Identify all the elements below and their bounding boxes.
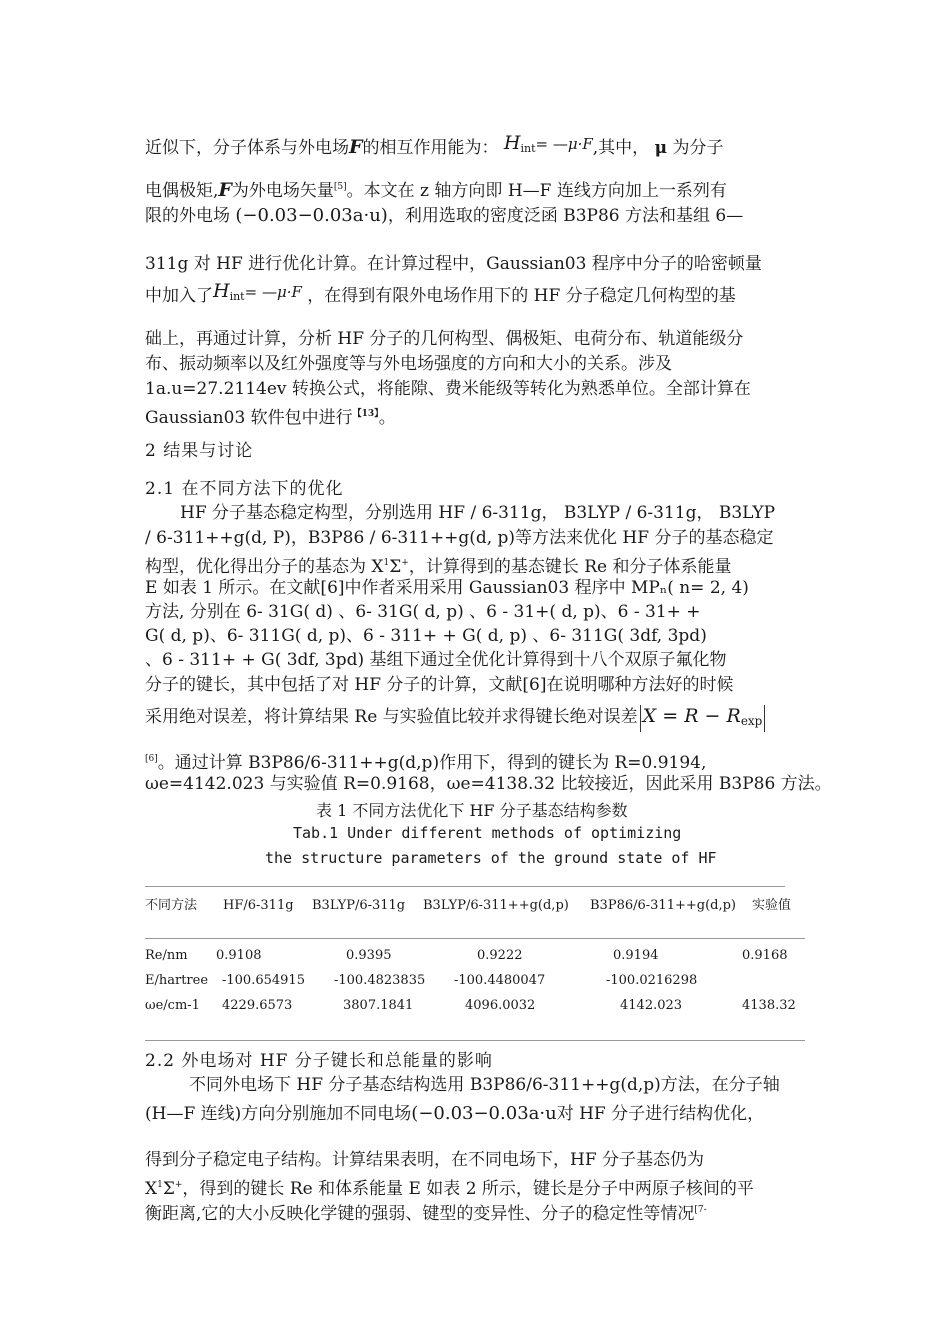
text: ，计算得到的基态键长 Re 和分子体系能量: [408, 557, 732, 577]
symbol-mu: μ: [654, 138, 668, 158]
symbol-H: H: [213, 280, 230, 302]
superscript: 1: [383, 558, 390, 568]
table-header-cell: B3LYP/6-311++g(d,p): [423, 898, 569, 913]
para1-line-9: [145, 403, 396, 429]
citation: [7-: [694, 1205, 707, 1215]
table-header-cell: HF/6-311g: [223, 898, 294, 913]
sec21-line-6: G( d, p)、6- 311G( d, p)、6 - 311+ + G( d, p) 、6- 311G( 3df, 3pd): [145, 626, 707, 646]
text: 衡距离,它的大小反映化学键的强弱、键型的变异性、分子的稳定性等情况: [145, 1204, 695, 1224]
table-cell: 4096.0032: [465, 998, 536, 1013]
text: 对 HF 分子进行结构优化，: [556, 1104, 765, 1124]
table-mid-rule: [145, 938, 805, 939]
para1-line-2: [145, 176, 727, 202]
table-header-cell: 不同方法: [145, 898, 198, 913]
formula: X = R − R: [642, 705, 741, 727]
para1-line-3: [145, 205, 743, 227]
table-cell: 0.9108: [216, 948, 262, 963]
sec21-line-10: [145, 748, 706, 774]
formula-rhs: = —μ·F: [535, 135, 593, 153]
text: 。本文在 z 轴方向即 H—F 连线方向加上一系列有: [346, 181, 727, 201]
para1-line-5: [145, 280, 736, 312]
symbol-F: F: [218, 179, 232, 201]
sec22-line-1: 不同外电场下 HF 分子基态结构选用 B3P86/6-311++g(d,p)方法，在分子轴: [189, 1075, 780, 1095]
sec21-line-9: [145, 705, 765, 732]
symbol-sigma: Σ: [162, 1179, 175, 1199]
table-cell: ωe/cm-1: [145, 998, 200, 1013]
text: X: [145, 1179, 158, 1199]
table-cell: 4229.6573: [222, 998, 293, 1013]
text: ，利用选取的密度泛函 B3P86 方法和基组 6—: [387, 206, 744, 226]
table-1-caption-en-1: Tab.1 Under different methods of optimizing: [293, 824, 682, 842]
table-cell: Re/nm: [145, 948, 188, 963]
sec21-line-1: HF 分子基态稳定构型，分别选用 HF / 6-311g， B3LYP / 6-311g， B3LYP: [180, 503, 776, 523]
text: ，得到的键长 Re 和体系能量 E 如表 2 所示，键长是分子中两原子核间的平: [182, 1179, 754, 1199]
symbol-H: H: [503, 132, 521, 154]
citation: 【13】: [352, 409, 379, 419]
field-range-formula: (−0.03−0.03a·u): [235, 205, 388, 226]
hamiltonian-formula: [504, 132, 593, 154]
table-cell: E/hartree: [145, 973, 209, 988]
text: 的相互作用能为：: [362, 138, 499, 158]
text: ，在得到有限外电场作用下的 HF 分子稳定几何构型的基: [307, 286, 736, 306]
subscript: int: [229, 290, 245, 303]
table-1-caption-en-2: the structure parameters of the ground state of HF: [265, 849, 717, 867]
sec21-line-8: 分子的键长，其中包括了对 HF 分子的计算，文献[6]在说明哪种方法好的时候: [145, 675, 734, 695]
sec21-line-11: ωe=4142.023 与实验值 R=0.9168，ωe=4138.32 比较接近，因此采用 B3P86 方法。: [145, 774, 832, 794]
table-header-cell: B3P86/6-311++g(d,p): [590, 898, 736, 913]
citation: [6]: [145, 754, 158, 764]
text: ,其中，: [592, 138, 650, 158]
hamiltonian-formula: [213, 280, 302, 302]
table-cell: 0.9395: [346, 948, 392, 963]
text: 限的外电场: [145, 206, 230, 226]
table-cell: -100.4823835: [334, 973, 426, 988]
sec21-line-5: 方法, 分别在 6- 31G( d) 、6- 31G( d, p) 、6 - 31+( d, p)、6 - 31+ +: [145, 602, 701, 622]
sec22-line-4: [145, 1174, 754, 1200]
text: 采用绝对误差，将计算结果 Re 与实验值比较并求得键长绝对误差: [145, 707, 638, 727]
superscript: +: [401, 558, 409, 568]
table-cell: -100.4480047: [454, 973, 546, 988]
text: Gaussian03 软件包中进行: [145, 408, 353, 428]
subscript: exp: [740, 714, 763, 728]
table-header-cell: B3LYP/6-311g: [312, 898, 406, 913]
table-cell: 0.9194: [613, 948, 659, 963]
section-2-1-heading: 2.1 在不同方法下的优化: [145, 479, 344, 499]
table-cell: -100.654915: [222, 973, 305, 988]
para1-line-7: 布、振动频率以及红外强度等与外电场强度的方向和大小的关系。涉及: [145, 354, 672, 374]
text: 中加入了: [145, 286, 213, 306]
formula-rhs: = —μ·F: [244, 283, 302, 301]
section-2-heading: 2 结果与讨论: [145, 441, 254, 461]
sec22-line-2: [145, 1103, 764, 1125]
table-cell: 0.9222: [477, 948, 523, 963]
sec22-line-5: [145, 1199, 707, 1225]
text: 。通过计算 B3P86/6-311++g(d,p)作用下，得到的键长为 R=0.9194,: [157, 753, 707, 773]
field-range-formula: (−0.03−0.03a·u: [411, 1103, 557, 1124]
text: 构型，优化得出分子的基态为 X: [145, 557, 384, 577]
table-cell: 4142.023: [620, 998, 683, 1013]
symbol-sigma: Σ: [389, 557, 402, 577]
subscript: int: [520, 142, 536, 155]
citation: [5]: [333, 182, 347, 192]
text: 电偶极矩,: [145, 181, 219, 201]
para1-line-4: 311g 对 HF 进行优化计算。在计算过程中，Gaussian03 程序中分子的哈密顿量: [145, 254, 762, 274]
para1-line-6: 础上，再通过计算，分析 HF 分子的几何构型、偶极矩、电荷分布、轨道能级分: [145, 329, 744, 349]
table-cell: 0.9168: [742, 948, 788, 963]
table-cell: -100.0216298: [606, 973, 698, 988]
superscript: 1: [157, 1180, 163, 1190]
text: 为外电场矢量: [231, 181, 334, 201]
sec21-line-7: 、6 - 311+ + G( 3df, 3pd) 基组下通过全优化计算得到十八个双原子氟化物: [145, 650, 727, 670]
section-2-2-heading: 2.2 外电场对 HF 分子键长和总能量的影响: [145, 1051, 493, 1071]
text: 。: [378, 408, 396, 428]
text: (H—F 连线)方向分别施加不同电场: [145, 1104, 412, 1124]
sec21-line-2: / 6-311++g(d, P)，B3P86 / 6-311++g(d, p)等方法来优化 HF 分子的基态稳定: [145, 528, 774, 548]
text: 近似下，分子体系与外电场: [145, 138, 349, 158]
table-top-rule: [145, 886, 785, 887]
para1-line-8: 1a.u=27.2114ev 转换公式，将能隙、费米能级等转化为熟悉单位。全部计算在: [145, 379, 751, 399]
symbol-F: F: [349, 136, 363, 158]
table-1-caption-cn: 表 1 不同方法优化下 HF 分子基态结构参数: [316, 801, 628, 820]
superscript: +: [174, 1180, 183, 1190]
sec21-line-4: E 如表 1 所示。在文献[6]中作者采用采用 Gaussian03 程序中 MPₙ( n= 2, 4): [145, 578, 749, 598]
table-cell: 4138.32: [742, 998, 796, 1013]
table-header-cell: 实验值: [752, 898, 792, 913]
table-cell: 3807.1841: [343, 998, 414, 1013]
text: 为分子: [672, 138, 724, 158]
table-bottom-rule: [145, 1040, 805, 1041]
sec21-line-3: [145, 552, 732, 578]
abs-error-formula: [640, 705, 766, 732]
sec22-line-3: 得到分子稳定电子结构。计算结果表明，在不同电场下，HF 分子基态仍为: [145, 1150, 705, 1170]
para1-line-1: [145, 132, 724, 164]
